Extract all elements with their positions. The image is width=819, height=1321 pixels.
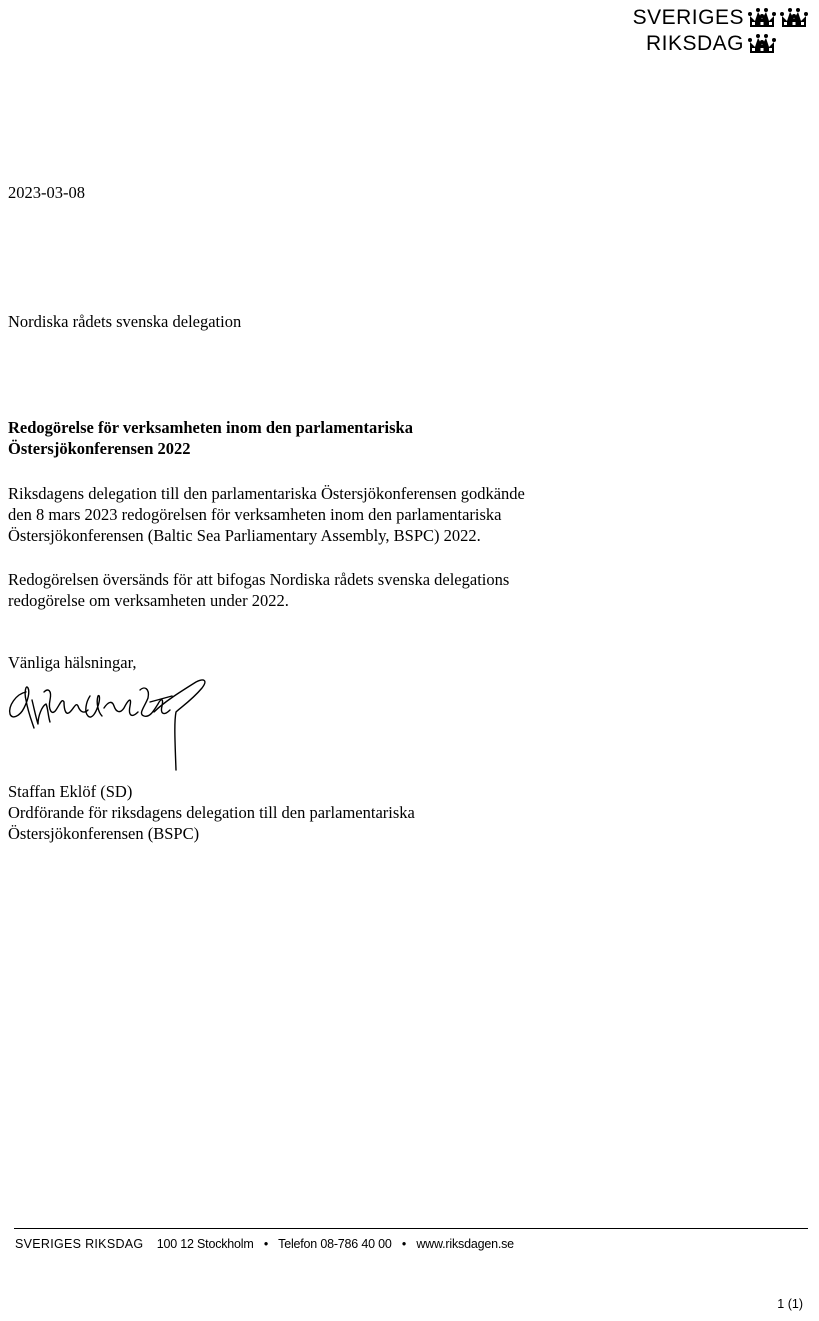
footer-contact <box>15 1237 514 1251</box>
letter-date: 2023-03-08 <box>8 183 85 202</box>
paragraph-line: Redogörelsen översänds för att bifogas Nordiska rådets svenska delegations <box>8 570 510 589</box>
subject-heading <box>8 417 413 459</box>
subject-line: Östersjökonferensen 2022 <box>8 439 191 458</box>
crown-icon <box>748 33 776 55</box>
footer-address: 100 12 Stockholm <box>156 1237 254 1251</box>
signer-block <box>8 781 415 844</box>
footer-organization: SVERIGES RIKSDAG <box>15 1237 144 1251</box>
signer-title: Östersjökonferensen (BSPC) <box>8 824 200 843</box>
riksdag-logo <box>612 4 812 60</box>
handwritten-signature <box>4 672 214 776</box>
recipient: Nordiska rådets svenska delegation <box>8 312 242 331</box>
page-number: 1 (1) <box>777 1297 803 1311</box>
paragraph-line: Östersjökonferensen (Baltic Sea Parliamentary Assembly, BSPC) 2022. <box>8 526 481 545</box>
crown-icon <box>748 7 776 29</box>
greeting: Vänliga hälsningar, <box>8 653 137 672</box>
logo-text-line2: RIKSDAG <box>645 32 744 55</box>
footer-phone: Telefon 08-786 40 00 <box>278 1237 392 1251</box>
footer-separator: • <box>401 1237 407 1251</box>
footer-separator: • <box>263 1237 269 1251</box>
signer-name: Staffan Eklöf (SD) <box>8 782 133 801</box>
paragraph-line: redogörelse om verksamheten under 2022. <box>8 591 289 610</box>
logo-text-line1: SVERIGES <box>632 6 744 29</box>
paragraph-line: Riksdagens delegation till den parlamentariska Östersjökonferensen godkände <box>8 484 525 503</box>
body-paragraph-1 <box>8 483 525 546</box>
footer-divider <box>14 1228 808 1229</box>
signer-title: Ordförande för riksdagens delegation till den parlamentariska <box>8 803 415 822</box>
crown-icon <box>780 7 808 29</box>
paragraph-line: den 8 mars 2023 redogörelsen för verksamheten inom den parlamentariska <box>8 505 502 524</box>
subject-line: Redogörelse för verksamheten inom den parlamentariska <box>8 418 413 437</box>
body-paragraph-2 <box>8 569 509 611</box>
footer-website: www.riksdagen.se <box>416 1237 514 1251</box>
